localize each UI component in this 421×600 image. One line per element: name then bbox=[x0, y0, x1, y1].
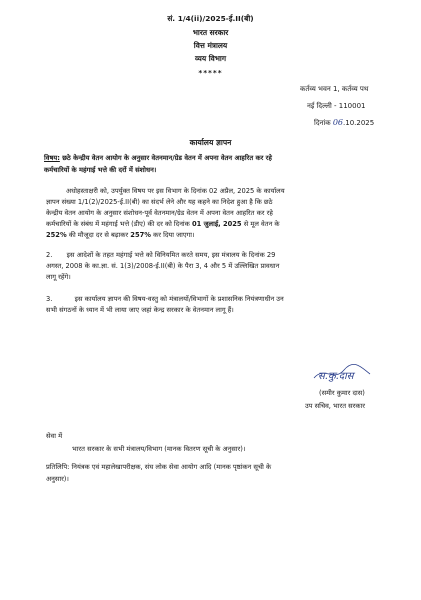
date-handwritten-day: 06 bbox=[332, 118, 344, 127]
para1-line-4c: से मूल वेतन के bbox=[243, 220, 280, 228]
handwritten-signature: स.कु.दास bbox=[318, 371, 354, 382]
para3-number: 3. bbox=[46, 295, 53, 303]
copy-to-line-2: अनुसार)। bbox=[46, 475, 69, 483]
para1-effective-date: 01 जुलाई, 2025 bbox=[191, 220, 242, 228]
department-name: व्यय विभाग bbox=[195, 54, 226, 63]
memo-date bbox=[314, 118, 374, 128]
distribution-to: भारत सरकार के सभी मंत्रालय/विभाग (मानक वितरण सूची के अनुसार)। bbox=[72, 445, 246, 453]
address-line-1: कर्तव्य भवन 1, कर्तव्य पथ bbox=[300, 85, 369, 93]
para1-line-3: केन्द्रीय वेतन आयोग के अनुसार संशोधन-पूर्व वेतनमान/ग्रेड वेतन में अपना वेतन आहरित कर रहे bbox=[46, 209, 273, 217]
date-rest: .10.2025 bbox=[343, 119, 375, 127]
para1-line-4a: कर्मचारियों के संबंध में महंगाई भत्ते (डीए) की दर को दिनांक bbox=[46, 220, 190, 228]
copy-to-line-1: प्रतिलिपि: नियंत्रक एवं महालेखापरीक्षक, संघ लोक सेवा आयोग आदि (मानक पृष्ठांकन सूची के bbox=[46, 463, 272, 471]
government-name: भारत सरकार bbox=[192, 28, 229, 37]
subject-label: विषय: bbox=[44, 154, 60, 162]
signature-flourish bbox=[312, 362, 372, 384]
para2-line-2: अगस्त, 2008 के का.ज्ञा. सं. 1(3)/2008-ई.II(बी) के पैरा 3, 4 और 5 में उल्लिखित प्रावधान bbox=[46, 262, 280, 270]
para1-line-4 bbox=[46, 219, 280, 230]
para2-line-1 bbox=[46, 250, 275, 261]
para1-line-5d: कर दिया जाएगा। bbox=[153, 231, 195, 239]
para1-old-rate: 252% bbox=[46, 231, 67, 239]
address-line-2: नई दिल्ली - 110001 bbox=[307, 102, 366, 110]
signatory-designation: उप सचिव, भारत सरकार bbox=[305, 402, 366, 410]
date-label: दिनांक bbox=[314, 119, 331, 127]
subject-line-1 bbox=[44, 153, 272, 164]
para2-line-3: लागू रहेंगे। bbox=[46, 273, 71, 281]
memo-title: कार्यालय ज्ञापन bbox=[189, 138, 232, 147]
para2-number: 2. bbox=[46, 251, 53, 259]
file-number: सं. 1/4(ii)/2025-ई.II(बी) bbox=[167, 14, 254, 23]
signatory-name: (समीर कुमार दास) bbox=[319, 389, 365, 397]
para3-line-1 bbox=[46, 294, 284, 305]
subject-line-2: कर्मचारियों के महंगाई भत्ते की दरों में संशोधन। bbox=[44, 166, 157, 174]
para3-line-2: सभी संगठनों के ध्यान में भी लाया जाए जहां केन्द्र सरकार के वेतनमान लागू हैं। bbox=[46, 306, 234, 314]
para1-line-5 bbox=[46, 230, 195, 241]
para1-line-5b: की मौजूदा दर से बढ़ाकर bbox=[68, 231, 129, 239]
para3-line-1-text: इस कार्यालय ज्ञापन की विषय-वस्तु को मंत्रालयों/विभागों के प्रशासनिक नियंत्रणाधीन उन bbox=[74, 295, 284, 303]
para1-line-1: अधोहस्ताक्षरी को, उपर्युक्त विषय पर इस विभाग के दिनांक 02 अप्रैल, 2025 के कार्यालय bbox=[66, 187, 285, 195]
ministry-name: वित्त मंत्रालय bbox=[193, 41, 228, 50]
subject-text-1: छठे केन्द्रीय वेतन आयोग के अनुसार वेतनमान/ग्रेड वेतन में अपना वेतन आहरित कर रहे bbox=[62, 154, 272, 162]
para1-line-2: ज्ञापन संख्या 1/1(2)/2025-ई.II(बी) का संदर्भ लेने और यह कहने का निदेश हुआ है कि छठे bbox=[46, 198, 273, 206]
header-stars: ***** bbox=[198, 68, 223, 77]
distribution-label: सेवा में bbox=[46, 432, 63, 440]
para1-new-rate: 257% bbox=[130, 231, 151, 239]
para2-line-1-text: इस आदेशों के तहत महंगाई भत्ते को विनियमित करते समय, इस मंत्रालय के दिनांक 29 bbox=[66, 251, 276, 259]
